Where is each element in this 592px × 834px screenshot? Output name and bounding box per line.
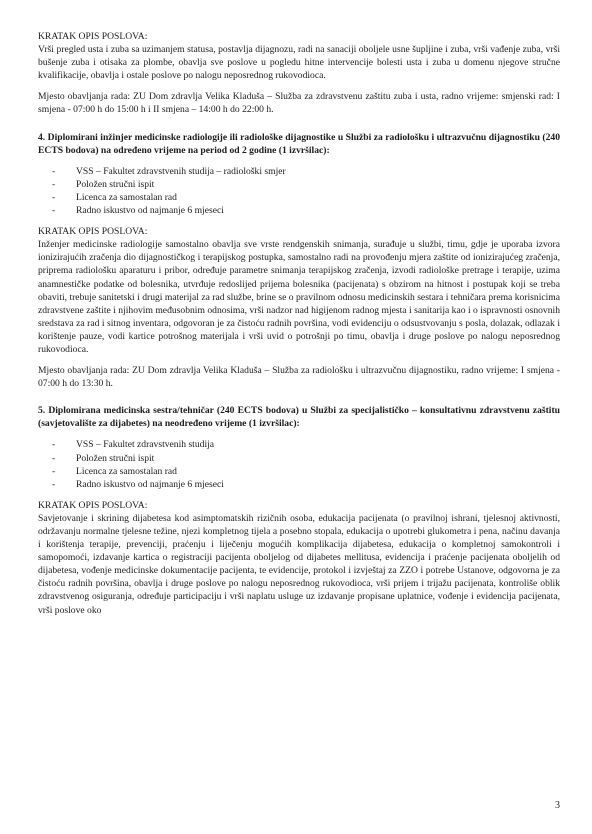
requirement-item: - VSS – Fakultet zdravstvenih studija	[52, 438, 560, 451]
requirement-item: - Položen stručni ispit	[52, 178, 560, 191]
requirement-item: - Radno iskustvo od najmanje 6 mjeseci	[52, 478, 560, 491]
job-description: Savjetovanje i skrining dijabetesa kod asimptomatskih rizičnih osoba, edukacija pacijenata (o pravilnoj ishrani, tjelesnoj aktivnosti, održavanju normalne tjelesne težine, njezi kompletnog tijela a posebno stopala, edukacija o upotrebi glukometra i pena, načinu davanja i korištenja terapije, prevenciji, praćenju i liječenju mogućih komplikacija dijabetesa, edukacija o kompletnoj samokontroli i samopomoći, izdavanje kartica o registraciji pacijenta oboljelog od dijabetes mellitusa, evidencija i praćenje pacijenata oboljelih od dijabetesa, vođenje medicinske dokumentacije pacijenta, te evidencije, protokol i izvještaj za ZZO i potrebe Ustanove, odgovorna je za čistoću radnih površina, obavlja i druge poslove po nalogu neposrednog rukovodioca, vrši prijem i trijažu pacijenata, kontroliše oblik zdravstvenog osiguranja, određuje participaciju i vrši naplatu usluge uz izdavanje propisane uplatnice, vođenje i evidencija pacijenata, vrši poslove oko	[38, 512, 560, 616]
position-title: 5. Diplomirana medicinska sestra/tehničar (240 ECTS bodova) u Službi za specijalističko – konsultativnu zdravstvenu zaštitu (savjetovalište za dijabetes) na neodređeno vrijeme (1 izvršilac):	[38, 405, 560, 430]
requirements-list	[38, 165, 560, 217]
job-description: Vrši pregled usta i zuba sa uzimanjem statusa, postavlja dijagnozu, radi na sanaciji oboljele usne šupljine i zuba, vrši vađenje zuba, vrši bušenje zuba i otisaka za plombe, obavlja sve poslove u pogledu hitne intervencije bolesti usta i zuba u domenu njegove stručne kvalifikacije, obavlja i ostale poslove po nalogu neposrednog rukovodioca.	[38, 44, 560, 82]
position-title: 4. Diplomirani inžinjer medicinske radiologije ili radiološke dijagnostike u Službi za radiološku i ultrazvučnu dijagnostiku (240 ECTS bodova) na određeno vrijeme na period od 2 godine (1 izvršilac):	[38, 131, 560, 156]
requirement-item: - Položen stručni ispit	[52, 452, 560, 465]
page-number: 3	[555, 799, 560, 811]
requirement-item: - Radno iskustvo od najmanje 6 mjeseci	[52, 204, 560, 217]
work-location: Mjesto obavljanja rada: ZU Dom zdravlja Velika Kladuša – Služba za radiološku i ultrazvučnu dijagnostiku, radno vrijeme: I smjena - 07:00 h do 13:30 h.	[38, 365, 560, 390]
section-heading: KRATAK OPIS POSLOVA:	[38, 499, 148, 511]
requirement-item: - Licenca za samostalan rad	[52, 465, 560, 478]
requirements-list	[38, 438, 560, 490]
section-heading: KRATAK OPIS POSLOVA:	[38, 226, 148, 238]
section-heading: KRATAK OPIS POSLOVA:	[38, 31, 148, 42]
requirement-item: - Licenca za samostalan rad	[52, 191, 560, 204]
requirement-item: - VSS – Fakultet zdravstvenih studija – radiološki smjer	[52, 165, 560, 178]
work-location: Mjesto obavljanja rada: ZU Dom zdravlja Velika Kladuša – Služba za zdravstvenu zaštitu zuba i usta, radno vrijeme: smjenski rad: I smjena - 07:00 h do 15:00 h i II smjena – 14:00 h do 22:00 h.	[38, 91, 560, 116]
job-description: Inženjer medicinske radiologije samostalno obavlja sve vrste rendgenskih snimanja, surađuje u službi, timu, gdje je uporaba izvora ionizirajućih zračenja dio dijagnostičkog i terapijskog postupka, samostalno radi na provođenju mjera zaštite od ionizirajućeg zračenja, priprema radiološku aparaturu i pribor, određuje parametre snimanja terapijskog zračenja, izvodi radiološke pretrage i terapije, uzima anamnestičke podatke od bolesnika, utvrđuje redoslijed prijema bolesnika (pacijenata) s obzirom na hitnost i postupak koji se treba obaviti, trebuje sanitetski i drugi materijal za rad službe, brine se o pravilnom odnosu medicinskih sestara i tehničara prema korisnicima zdravstvene zaštite i njihovim međusobnim odnosima, vrši nadzor nad higijenom radnog mjesta i sanitarija kao i o ispravnosti osnovnih sredstava za rad i sitnog inventara, odgovoran je za čistoću radnih površina, vodi evidenciju o odsustvovanju s posla, dolazak, odlazak i korištenje pauze, vodi kartice potrošnog materijala i vrši uvid o potrošnji po timu, obavlja i druge poslove po nalogu neposrednog rukovodioca.	[38, 239, 560, 355]
